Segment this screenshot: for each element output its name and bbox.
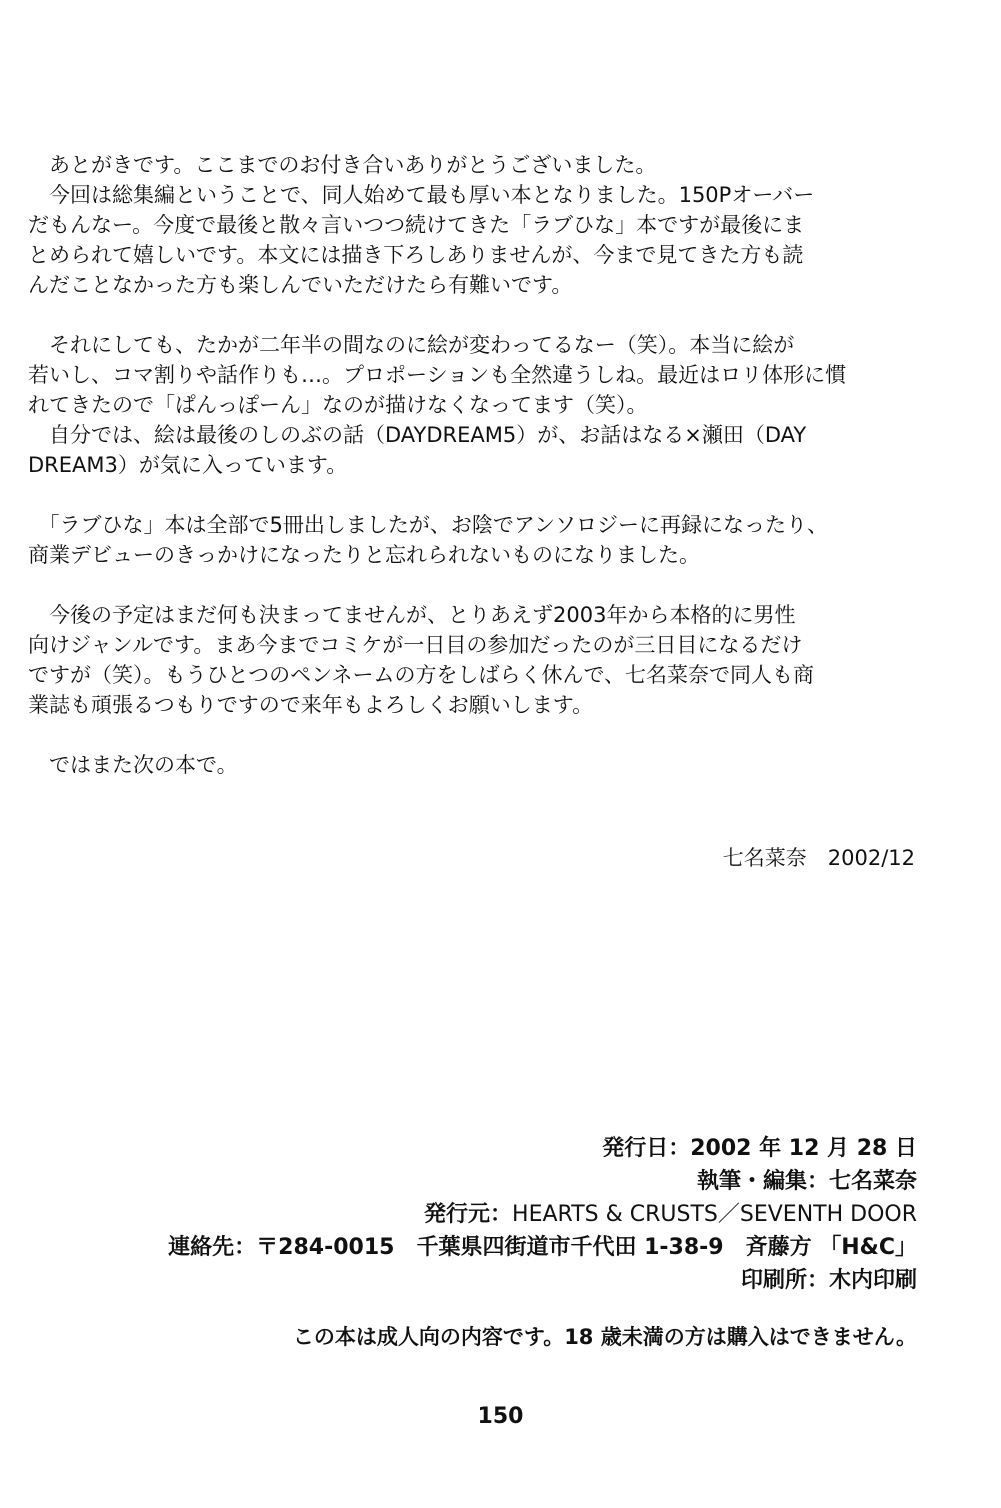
afterword-line: 向けジャンルです。まあ今までコミケが一日目の参加だったのが三日目になるだけ: [28, 633, 803, 657]
afterword-line: あとがきです。ここまでのお付き合いありがとうございました。: [28, 153, 657, 177]
colophon-publisher: [168, 1198, 917, 1231]
paragraph-gap: [28, 480, 928, 510]
contact-value: 〒284-0015 千葉県四街道市千代田 1-38-9 斉藤方 「H&C」: [256, 1235, 917, 1260]
author-value: 七名菜奈: [828, 1169, 917, 1194]
signature-author: 七名菜奈: [722, 846, 807, 870]
afterword-line: 若いし、コマ割りや話作りも…。プロポーションも全然違うしね。最近はロリ体形に慣: [28, 363, 847, 387]
colophon-contact: [168, 1231, 917, 1264]
publisher-label: 発行元：: [424, 1202, 513, 1227]
afterword-line: 今後の予定はまだ何も決まってませんが、とりあえず2003年から本格的に男性: [28, 603, 796, 627]
paragraph-gap: [28, 570, 928, 600]
afterword-line: れてきたので「ぱんっぽーん」なのが描けなくなってます（笑）。: [28, 393, 648, 417]
issue-date-value: 2002 年 12 月 28 日: [690, 1136, 917, 1161]
colophon-author: [168, 1165, 917, 1198]
signature-date: 2002/12: [827, 846, 915, 870]
afterword-line: 自分では、絵は最後のしのぶの話（DAYDREAM5）が、お話はなる×瀬田（DAY: [28, 423, 807, 447]
afterword-line: ですが（笑）。もうひとつのペンネームの方をしばらく休んで、七名菜奈で同人も商: [28, 663, 815, 687]
author-label: 執筆・編集：: [696, 1169, 829, 1194]
afterword-line: だもんなー。今度で最後と散々言いつつ続けてきた「ラブひな」本ですが最後にま: [28, 213, 805, 237]
paragraph-gap: [28, 720, 928, 750]
afterword-line: 業誌も頑張るつもりですので来年もよろしくお願いします。: [28, 693, 594, 717]
publisher-value: HEARTS & CRUSTS／SEVENTH DOOR: [512, 1202, 917, 1227]
printer-value: 木内印刷: [828, 1268, 917, 1293]
paragraph-gap: [28, 300, 928, 330]
afterword-line: んだことなかった方も楽しんでいただけたら有難いです。: [28, 273, 573, 297]
afterword-line: DREAM3）が気に入っています。: [28, 453, 348, 477]
issue-date-label: 発行日：: [602, 1136, 691, 1161]
colophon-issue-date: [168, 1132, 917, 1165]
signature: [723, 843, 915, 873]
contact-label: 連絡先：: [168, 1235, 257, 1260]
afterword-line: 「ラブひな」本は全部で5冊出しましたが、お陰でアンソロジーに再録になったり、: [28, 513, 829, 537]
page-number: 150: [477, 1404, 524, 1429]
afterword-line: 今回は総集編ということで、同人始めて最も厚い本となりました。150Pオーバー: [28, 183, 815, 207]
afterword-line: とめられて嬉しいです。本文には描き下ろしありませんが、今まで見てきた方も読: [28, 243, 804, 267]
colophon: [168, 1132, 917, 1297]
colophon-printer: [168, 1264, 917, 1297]
afterword-line: 商業デビューのきっかけになったりと忘れられないものになりました。: [28, 543, 700, 567]
afterword-line: ではまた次の本で。: [28, 753, 238, 777]
printer-label: 印刷所：: [740, 1268, 829, 1293]
age-restriction-notice: この本は成人向の内容です。18 歳未満の方は購入はできません。: [292, 1325, 917, 1349]
afterword-text: [28, 150, 928, 780]
afterword-line: それにしても、たかが二年半の間なのに絵が変わってるなー（笑）。本当に絵が: [28, 333, 795, 357]
